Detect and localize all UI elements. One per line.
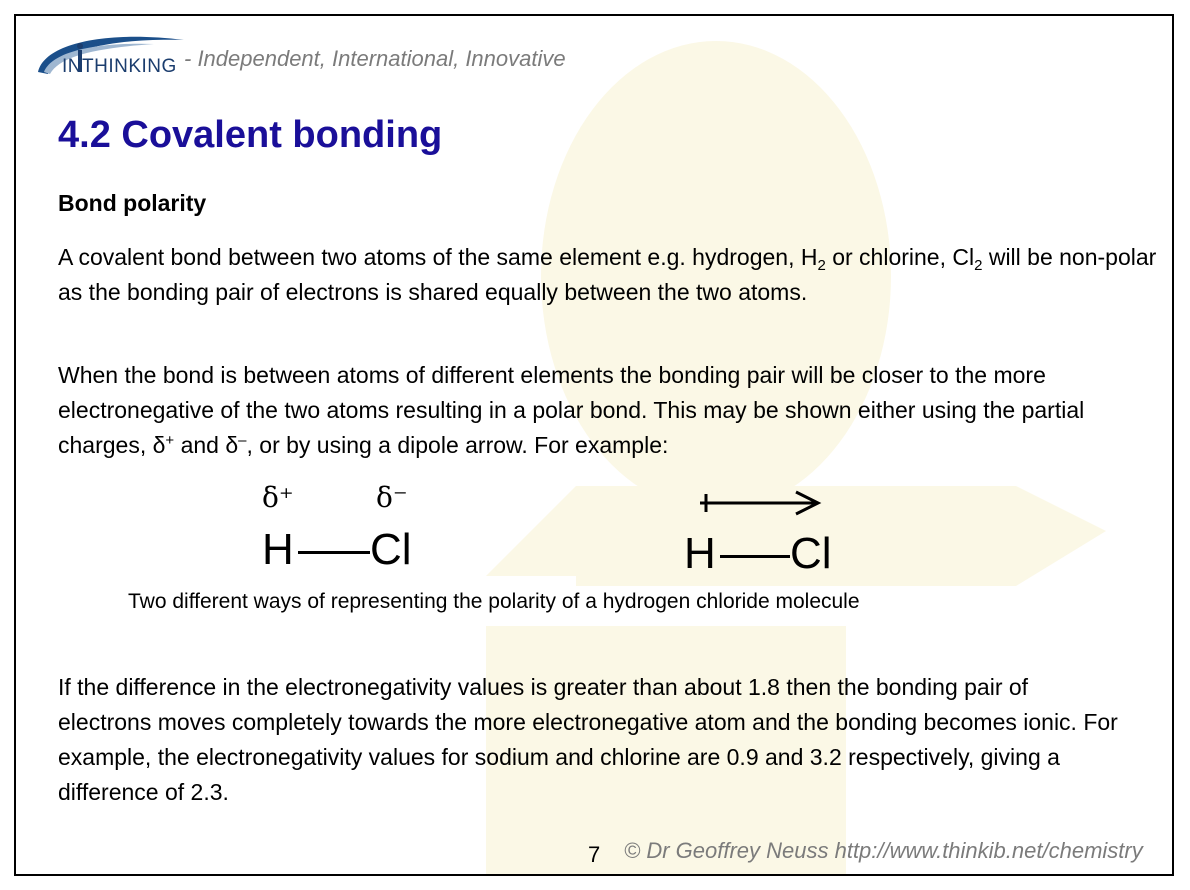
figure-caption: Two different ways of representing the polarity of a hydrogen chloride molecule [128,590,860,613]
hydrogen-atom: H [684,529,716,578]
chlorine-atom: Cl [790,529,832,578]
slide [14,14,1174,876]
page-number: 7 [588,842,601,867]
tagline: - Independent, International, Innovative [184,46,566,71]
delta-plus-label: δ⁺ [262,481,294,514]
copyright-footer: © Dr Geoffrey Neuss http://www.thinkib.net/chemistry [624,838,1143,863]
delta-minus-label: δ⁻ [376,481,408,514]
hcl-partial-charges-diagram [258,478,448,588]
single-bond [720,555,790,558]
chlorine-atom: Cl [370,525,412,574]
dipole-arrow-icon [696,488,826,518]
logo-text: INTHINKING [62,56,177,77]
paragraph-nonpolar: A covalent bond between two atoms of the same element e.g. hydrogen, $H_2$ or chlorine, $Cl_2$ will be non-polar as the bonding pair of electrons is shared equally between the two atoms. [58,244,1157,305]
paragraph-polar: When the bond is between atoms of different elements the bonding pair will be closer to the more electronegative of the two atoms resulting in a polar bond. This may be shown either using the partial charges, δ+ and δ–, or by using a dipole arrow. For example: [58,362,1085,458]
single-bond [298,551,370,554]
hydrogen-atom: H [262,525,294,574]
inthinking-logo [34,24,194,84]
page-title: 4.2 Covalent bonding [58,114,443,156]
paragraph-ionic: If the difference in the electronegativity values is greater than about 1.8 then the bonding pair of electrons moves completely towards the more electronegative atom and the bonding becomes ionic. For example, the electronegativity values for sodium and chlorine are 0.9 and 3.2 respectively, giving a difference of 2.3. [58,674,1118,805]
hcl-dipole-arrow-diagram [680,482,850,592]
section-heading: Bond polarity [58,190,207,216]
